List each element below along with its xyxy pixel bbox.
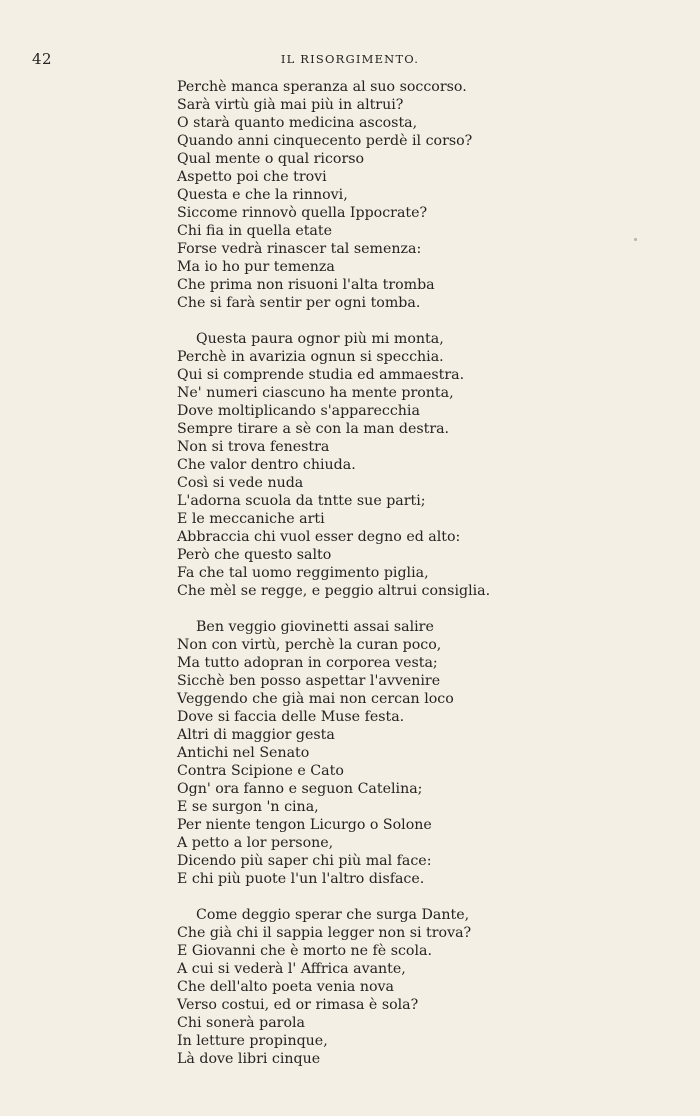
- stanza: [177, 78, 677, 312]
- verse-line: Sempre tirare a sè con la man destra.: [177, 421, 450, 437]
- poem-body: [177, 78, 677, 1086]
- verse-line: In letture propinque,: [177, 1033, 328, 1049]
- verse-line: Non si trova fenestra: [177, 439, 330, 455]
- verse-line: Verso costui, ed or rimasa è sola?: [177, 997, 419, 1013]
- verse-line: A petto a lor persone,: [177, 835, 334, 851]
- verse-line: Qual mente o qual ricorso: [177, 151, 365, 167]
- verse-line: Contra Scipione e Cato: [177, 763, 344, 779]
- page-number: 42: [32, 50, 53, 68]
- verse-line: E Giovanni che è morto ne fè scola.: [177, 943, 432, 959]
- verse-line: O starà quanto medicina ascosta,: [177, 115, 418, 131]
- verse-line: Che prima non risuoni l'alta tromba: [177, 277, 435, 293]
- verse-line: Qui si comprende studia ed ammaestra.: [177, 367, 465, 383]
- verse-line: A cui si vederà l' Affrica avante,: [177, 961, 406, 977]
- verse-line: Altri di maggior gesta: [177, 727, 335, 743]
- stanza: [177, 330, 677, 600]
- verse-line: Abbraccia chi vuol esser degno ed alto:: [177, 529, 461, 545]
- verse-line: Perchè in avarizia ognun si specchia.: [177, 349, 444, 365]
- verse-line: Dicendo più saper chi più mal face:: [177, 853, 432, 869]
- verse-line: Aspetto poi che trovi: [177, 169, 327, 185]
- verse-line: Siccome rinnovò quella Ippocrate?: [177, 205, 428, 221]
- verse-line: Che già chi il sappia legger non si trova?: [177, 925, 472, 941]
- verse-line: Veggendo che già mai non cercan loco: [177, 691, 454, 707]
- stanza: [177, 618, 677, 888]
- verse-line: Antichi nel Senato: [177, 745, 310, 761]
- verse-line: Ogn' ora fanno e seguon Catelina;: [177, 781, 423, 797]
- verse-line: Dove moltiplicando s'apparecchia: [177, 403, 420, 419]
- verse-line: L'adorna scuola da tntte sue parti;: [177, 493, 426, 509]
- verse-line: Dove si faccia delle Muse festa.: [177, 709, 405, 725]
- verse-line: Là dove libri cinque: [177, 1051, 321, 1067]
- verse-line: Questa paura ognor più mi monta,: [196, 331, 444, 347]
- verse-line: Che mèl se regge, e peggio altrui consiglia.: [177, 583, 491, 599]
- verse-line: Quando anni cinquecento perdè il corso?: [177, 133, 473, 149]
- verse-line: Chi sonerà parola: [177, 1015, 306, 1031]
- verse-line: Perchè manca speranza al suo soccorso.: [177, 79, 467, 95]
- verse-line: Fa che tal uomo reggimento piglia,: [177, 565, 429, 581]
- verse-line: Che valor dentro chiuda.: [177, 457, 356, 473]
- verse-line: Sarà virtù già mai più in altrui?: [177, 97, 404, 113]
- paper-speck: [634, 238, 637, 241]
- verse-line: Però che questo salto: [177, 547, 332, 563]
- verse-line: Forse vedrà rinascer tal semenza:: [177, 241, 422, 257]
- verse-line: E chi più puote l'un l'altro disface.: [177, 871, 425, 887]
- stanza: [177, 906, 677, 1068]
- verse-line: Per niente tengon Licurgo o Solone: [177, 817, 432, 833]
- verse-line: Non con virtù, perchè la curan poco,: [177, 637, 442, 653]
- verse-line: Così si vede nuda: [177, 475, 304, 491]
- verse-line: E le meccaniche arti: [177, 511, 325, 527]
- verse-line: Come deggio sperar che surga Dante,: [196, 907, 470, 923]
- verse-line: Questa e che la rinnovi,: [177, 187, 348, 203]
- verse-line: Sicchè ben posso aspettar l'avvenire: [177, 673, 441, 689]
- verse-line: Ma tutto adopran in corporea vesta;: [177, 655, 438, 671]
- verse-line: Chi fia in quella etate: [177, 223, 332, 239]
- verse-line: E se surgon 'n cina,: [177, 799, 319, 815]
- running-title: IL RISORGIMENTO.: [280, 52, 420, 66]
- verse-line: Che si farà sentir per ogni tomba.: [177, 295, 421, 311]
- verse-line: Che dell'alto poeta venia nova: [177, 979, 394, 995]
- verse-line: Ma io ho pur temenza: [177, 259, 335, 275]
- verse-line: Ne' numeri ciascuno ha mente pronta,: [177, 385, 454, 401]
- verse-line: Ben veggio giovinetti assai salire: [196, 619, 434, 635]
